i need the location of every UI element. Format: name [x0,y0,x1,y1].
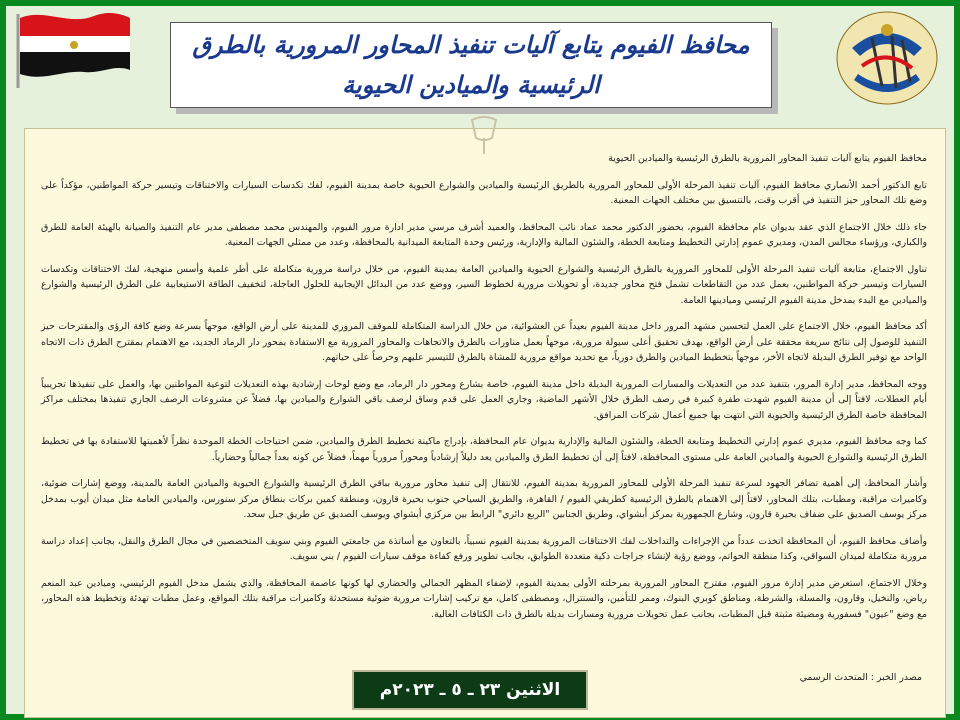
article-body [41,151,927,633]
pushpin-icon [464,116,504,156]
headline-box [170,22,772,108]
egypt-flag-icon [14,8,132,90]
news-source: مصدر الخبر : المتحدث الرسمي [799,672,922,683]
article-paragraph: تابع الدكتور أحمد الأنصاري محافظ الفيوم، آليات تنفيذ المرحلة الأولى للمحاور المرورية بالطريق الرئيسية والميادين والشوارع الحيوية خاصة بمدينة الفيوم، لفك تكدسات السيارات والاختناقات وتيسير حركة المواطنين، مؤكداً على وضع تلك المحاور حيز التنفيذ في أقرب وقت، بالتنسيق بين مختلف الجهات المعنية. [41,179,927,206]
article-paragraph: جاء ذلك خلال الاجتماع الذي عقد بديوان عام محافظة الفيوم، بحضور الدكتور محمد عماد نائب المحافظ، والعميد أشرف مرسي مدير ادارة مرور الفيوم، والمهندس محمد مصطفى مدير عام التنفيذ والصيانة بالهيئة العامة للطرق والكباري، ورؤساء مجالس المدن، ومديري عموم إدارتي التخطيط ومتابعة الخطة، والشئون المالية والإدارية، ورئيس وحدة المتابعة الميدانية بالمحافظة، وعدد من ممثلي الجهات المعنية. [41,221,927,248]
article-paragraph: ووجه المحافظ، مدير إدارة المرور، بتنفيذ عدد من التعديلات والمسارات المرورية البديلة داخل مدينة الفيوم، خاصة بشارع ومحور دار الرماد، مع وضع لوحات إرشادية بهذه التعديلات لتوعية المواطنين بها، والعمل على تنفيذها تجريبياً أيام العطلات، لافتاً إلى أن مدينة الفيوم شهدت طفرة كبيرة في رصف الطرق خلال الأشهر الماضية، وجاري العمل على قدم وساق لرصف باقي الشوارع والميادين بها، فضلاً عن مشروعات الرصف الجاري تنفيذها بمختلف مراكز المحافظة خاصة الطرق الرئيسية والحيوية التي انتهت بها جميع أعمال شركات المرافق. [41,378,927,421]
article-paragraph: تناول الاجتماع، متابعة آليات تنفيذ المرحلة الأولى للمحاور المرورية بالطرق الرئيسية والشوارع الحيوية والميادين العامة بمدينة الفيوم، من خلال دراسة مرورية متكاملة على أطر علمية وأسس منهجية، لفك الاختناقات وتكدسات السيارات وتيسير حركة المواطنين، بعمل عدد من التقاطعات تشمل فتح محاور جديدة، أو تحويلات مرورية لخطوط السير، ووضع عدد من البدائل الإيجابية للحلول العاجلة، لتخفيف الطاقة الاستيعابية على الطرق الرئيسية والشوارع والميادين مع البدء بمدخل مدينة الفيوم الرئيسي وميادينها العامة. [41,263,927,306]
article-paragraph: أكد محافظ الفيوم، خلال الاجتماع على العمل لتحسين مشهد المرور داخل مدينة الفيوم بعيداً عن العشوائية، من خلال الدراسة المتكاملة للموقف المروري للمدينة على أرض الواقع، موجهاً بسرعة وضع كافة الرؤى والمقترحات حيز التنفيذ للوصول إلى نتائج سريعة محققة على أرض الواقع، بهدف تحقيق أعلى سيولة مرورية، موجهاً بعمل مناورات بالطرق والاتجاهات والمحاور المرورية مع الاستفادة بمحور دار الرماد الجديد، مع الاهتمام بمقترح الطرق ذات الاتجاه الواحد مع توفير الطرق البديلة لاتجاه الأخر، موجهاً بتخطيط الميادين والطرق دورياً، مع تحديد مواقع مرورية للمشاة بالطرق للتيسير عليهم وحرصاً على حياتهم. [41,321,927,363]
fayoum-governorate-logo [832,8,942,108]
article-panel [24,128,946,718]
article-paragraph: وأشار المحافظ، إلى أهمية تضافر الجهود لسرعة تنفيذ المرحلة الأولى للمحاور المرورية بمدينة الفيوم، للانتقال إلى تنفيذ محاور مرورية بباقي الطرق الرئيسية والشوارع الحيوية والميادين العامة بالمدينة، ووضع إشارات ضوئية، وكاميرات مراقبة، ومطبات، بتلك المحاور، لافتاً إلى الاهتمام بالطرق الرئيسية كطريقي الفيوم / القاهرة، والطريق السياحي جنوب بحيرة قارون، ومنطقة كمين بركات بنطاق مركز سنورس، والميادين العامة مثل ميدان أيوب بمدخل مركز يوسف الصديق على ضفاف بحيرة قارون، وشارع الجمهورية بمركز أبشواي، وطريق الجنابين "الربع دائري" الرابط بين مركزي أبشواي ويوسف الصديق عن طريق جبل سحد. [41,478,927,520]
headline-line-1: محافظ الفيوم يتابع آليات تنفيذ المحاور المرورية بالطرق [192,30,750,59]
article-paragraph: وخلال الاجتماع، استعرض مدير إدارة مرور الفيوم، مقترح المحاور المرورية بمرحلته الأولى بمدينة الفيوم، لإضفاء المظهر الجمالي والحضاري لها كونها عاصمة المحافظة، والذي يشمل مدخل الفيوم الرئيسي، وميادين عبد المنعم رياض، والنخيل، وقارون، والمسلة، والشرطة، ومناطق كوبري البنوك، وممر للتأمين، والسنترال، ومصطفى كامل، مع تركيب إشارات مرورية ضوئية مستحدثة وكاميرات مراقبة بتلك المواقع، وعمل مطبات تهدئة وتخطيط هذه المحاور، مع وضع "عيون" فسفورية ومضيئة مثبتة قبل المطبات، بجانب عمل تحويلات مرورية ومسارات بديلة بالطرق ذات الكثافات العالية. [41,577,927,620]
date-badge: الاثنين ٢٣ ـ ٥ ـ ٢٠٢٣م [352,670,588,710]
article-paragraph: وأضاف محافظ الفيوم، أن المحافظة اتخذت عدداً من الإجراءات والتداخلات لفك الاختناقات المرورية بمدينة الفيوم نسبياً، بالتعاون مع أساتذة من جامعتي الفيوم وبني سويف المتخصصين في مجال الطرق والنقل، بجانب إعداد دراسة مرورية متكاملة لميدان السواقي، وكذا منطقة الحواتم، ووضع رؤية لإنشاء جراجات ذكية متعددة الطوابق، بجانب تطوير ورفع كفاءة موقف سيارات الفيوم / بني سويف. [41,535,927,562]
article-paragraph: محافظ الفيوم يتابع آليات تنفيذ المحاور المرورية بالطرق الرئيسية والميادين الحيوية [608,153,927,164]
headline-line-2: الرئيسية والميادين الحيوية [342,70,600,99]
article-paragraph: كما وجه محافظ الفيوم، مديري عموم إدارتي التخطيط ومتابعة الخطة، والشئون المالية والإدارية بديوان عام المحافظة، بإدراج ماكينة تخطيط الطرق والميادين، ضمن احتياجات الخطة الموحدة نظراً لأهميتها للاستفادة بها في تخطيط الطرق الرئيسية والشوارع الحيوية والميادين العامة على مستوى المحافظة، لافتاً إلى أن تخطيط الطرق والميادين يعد دليلاً إرشادياً ومحوراً مرورياً مهماً، فضلاً عن كونه بعداً جمالياً وحضارياً. [41,436,927,463]
